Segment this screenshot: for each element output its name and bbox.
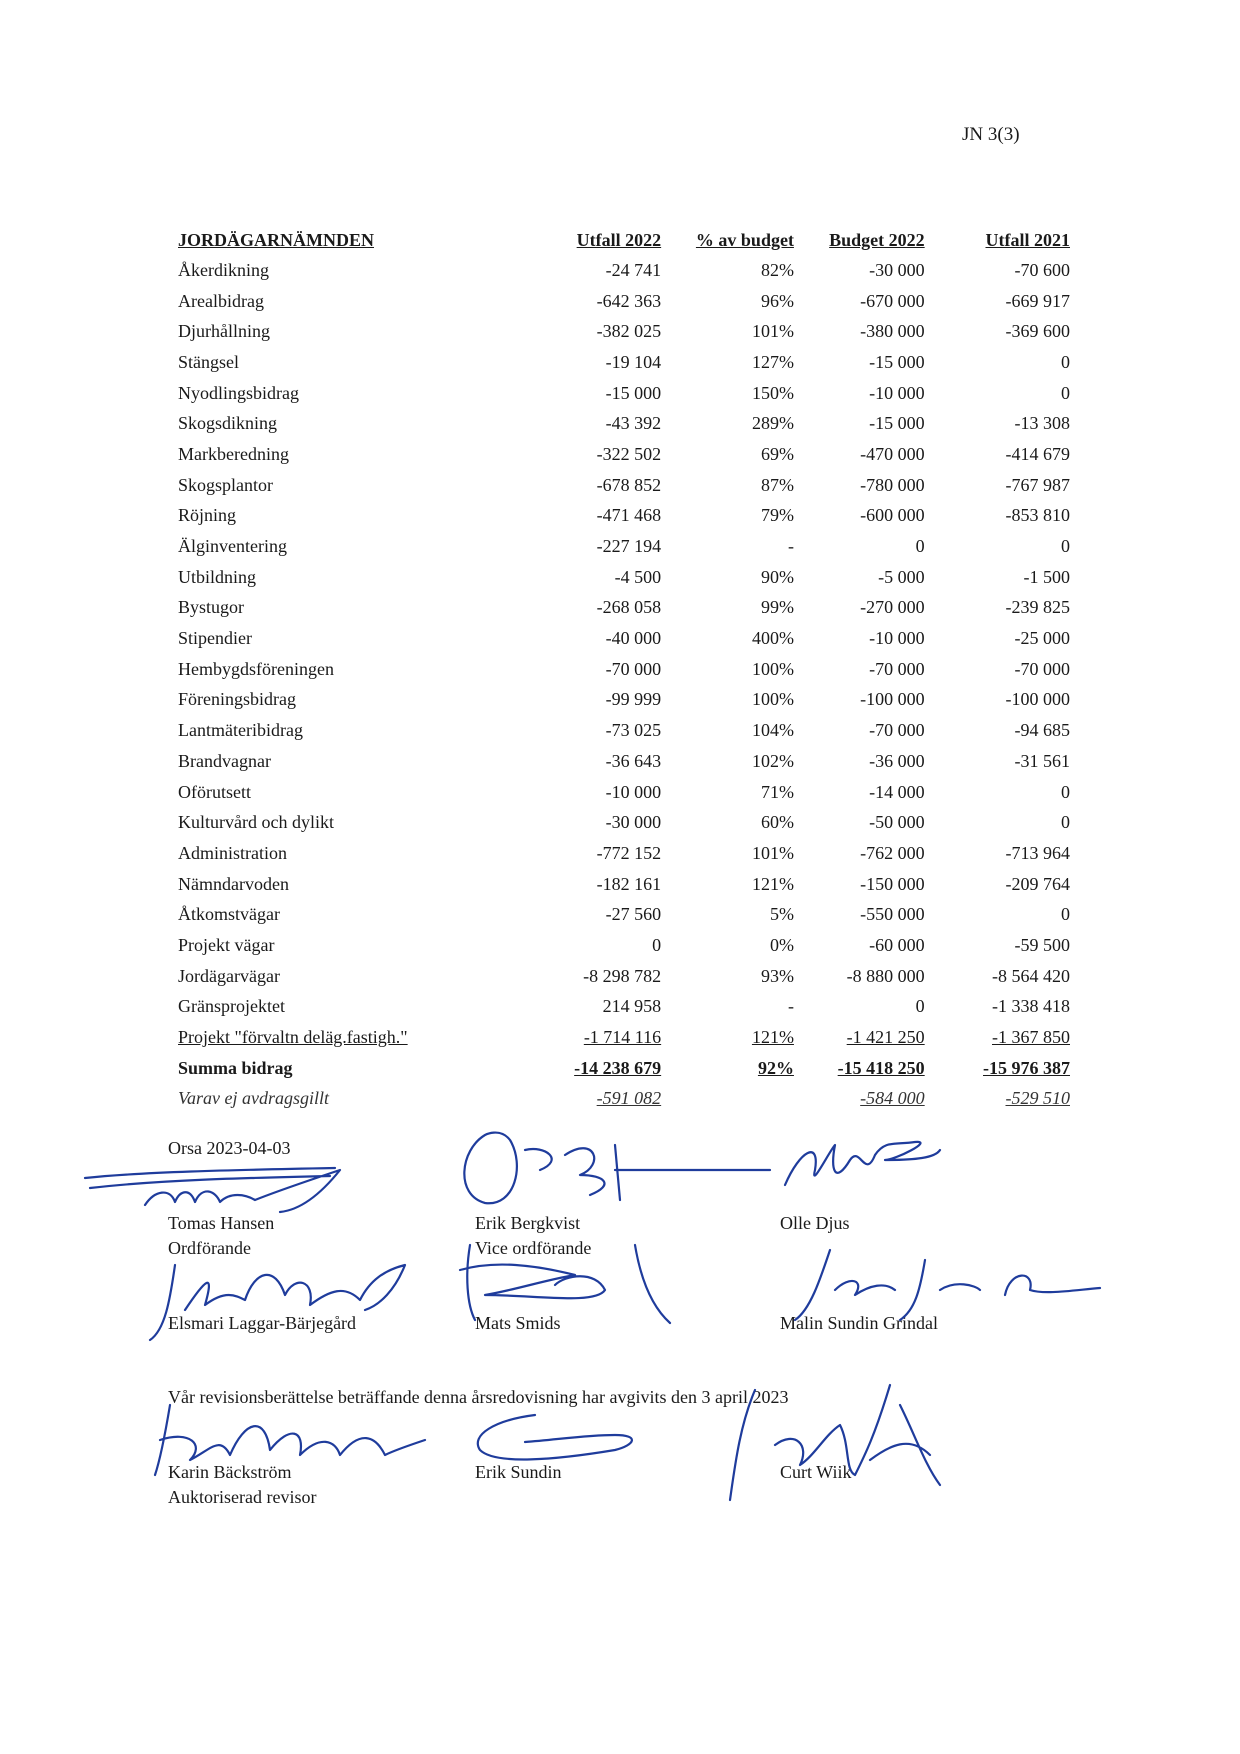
budget-table <box>170 225 1070 1114</box>
table-row <box>170 869 1070 900</box>
row-value: -471 468 <box>596 505 662 526</box>
row-value: -8 564 420 <box>992 965 1070 986</box>
row-value: 101% <box>751 321 794 342</box>
row-value: -8 298 782 <box>583 965 662 986</box>
row-label: Utbildning <box>178 566 257 587</box>
row-value: 87% <box>760 474 794 495</box>
row-value: 121% <box>751 873 794 894</box>
row-label: Röjning <box>178 505 237 526</box>
row-value: -670 000 <box>860 290 925 311</box>
signatory-name: Erik Bergkvist <box>475 1213 581 1233</box>
page-number: JN 3(3) <box>962 124 1020 145</box>
row-value: 121% <box>751 1027 794 1048</box>
row-label: Hembygdsföreningen <box>178 658 334 679</box>
row-value: 102% <box>751 750 794 771</box>
table-row <box>170 255 1070 286</box>
row-value: -15 000 <box>605 382 662 403</box>
row-label: Summa bidrag <box>178 1057 293 1078</box>
signature-sundin <box>465 1410 665 1470</box>
header-pct-budget: % av budget <box>695 229 794 250</box>
row-value: -19 104 <box>605 351 662 372</box>
row-value: -99 999 <box>605 689 662 710</box>
row-value: -25 000 <box>1014 628 1070 649</box>
row-value: 100% <box>751 689 794 710</box>
signatory-name: Malin Sundin Grindal <box>780 1313 938 1333</box>
row-value: 90% <box>760 566 794 587</box>
place-date: Orsa 2023-04-03 <box>168 1138 291 1158</box>
row-value: 0 <box>1061 351 1070 372</box>
row-label: Jordägarvägar <box>178 965 280 986</box>
row-value <box>661 1084 794 1115</box>
table-row <box>170 623 1070 654</box>
row-value: 0 <box>1061 781 1070 802</box>
signature-laggar <box>145 1250 415 1345</box>
row-value: -209 764 <box>1005 873 1070 894</box>
row-value: -529 510 <box>1005 1088 1070 1109</box>
row-value: -853 810 <box>1005 505 1070 526</box>
table-row <box>170 501 1070 532</box>
table-row <box>170 930 1070 961</box>
row-value: 79% <box>760 505 794 526</box>
row-value: -36 000 <box>869 750 925 771</box>
header-budget-2022: Budget 2022 <box>829 229 925 250</box>
row-label: Nyodlingsbidrag <box>178 382 299 403</box>
signature-backstrom <box>150 1395 430 1485</box>
row-value: -14 238 679 <box>574 1057 662 1078</box>
row-value: -4 500 <box>614 566 662 587</box>
table-row <box>170 347 1070 378</box>
row-value: -70 600 <box>1014 259 1070 280</box>
row-label: Oförutsett <box>178 781 251 802</box>
table-row <box>170 408 1070 439</box>
header-utfall-2021: Utfall 2021 <box>985 229 1070 250</box>
row-value: -1 367 850 <box>992 1027 1070 1048</box>
row-value: 82% <box>760 259 794 280</box>
row-value: 0 <box>1061 812 1070 833</box>
row-value: 101% <box>751 842 794 863</box>
row-label: Varav ej avdragsgillt <box>178 1088 329 1109</box>
row-label: Skogsplantor <box>178 474 274 495</box>
row-value: -70 000 <box>869 720 925 741</box>
row-value: -70 000 <box>1014 658 1070 679</box>
table-header-row <box>170 225 1070 255</box>
row-value: 100% <box>751 658 794 679</box>
signature-wiik <box>700 1375 980 1505</box>
table-row <box>170 777 1070 808</box>
row-value: -10 000 <box>605 781 662 802</box>
row-value: -15 976 387 <box>983 1057 1070 1078</box>
row-value: -550 000 <box>860 904 925 925</box>
row-label: Markberedning <box>178 443 289 464</box>
row-value: - <box>787 536 794 557</box>
row-value: -780 000 <box>860 474 925 495</box>
row-value: 104% <box>751 720 794 741</box>
row-value: 99% <box>760 597 794 618</box>
row-value: -60 000 <box>869 934 925 955</box>
row-value: -70 000 <box>605 658 662 679</box>
row-value: -15 000 <box>869 351 925 372</box>
table-row <box>170 807 1070 838</box>
row-value: -15 418 250 <box>837 1057 925 1078</box>
row-value: - <box>787 996 794 1017</box>
table-row <box>170 961 1070 992</box>
row-value: 69% <box>760 443 794 464</box>
table-row <box>170 899 1070 930</box>
row-value: -470 000 <box>860 443 925 464</box>
table-row <box>170 746 1070 777</box>
row-value: -678 852 <box>596 474 662 495</box>
table-row <box>170 316 1070 347</box>
row-value: -50 000 <box>869 812 925 833</box>
table-row <box>170 992 1070 1023</box>
row-value: -70 000 <box>869 658 925 679</box>
auditor-name: Erik Sundin <box>475 1462 562 1482</box>
table-row <box>170 1022 1070 1053</box>
row-label: Gränsprojektet <box>178 996 285 1017</box>
row-value: -767 987 <box>1005 474 1070 495</box>
row-value: -227 194 <box>596 536 662 557</box>
signatory-name: Elsmari Laggar-Bärjegård <box>168 1313 357 1333</box>
row-value: 60% <box>760 812 794 833</box>
row-value: 0 <box>1061 904 1070 925</box>
row-value: -270 000 <box>860 597 925 618</box>
header-committee: JORDÄGARNÄMNDEN <box>178 229 374 250</box>
row-value: 71% <box>760 781 794 802</box>
row-value: -59 500 <box>1014 934 1070 955</box>
row-value: 0 <box>652 934 662 955</box>
row-label: Stipendier <box>178 628 252 649</box>
row-value: -182 161 <box>596 873 662 894</box>
row-value: -600 000 <box>860 505 925 526</box>
table-row <box>170 654 1070 685</box>
signatory-name: Mats Smids <box>475 1313 561 1333</box>
row-label: Åkerdikning <box>178 259 269 280</box>
row-label: Bystugor <box>178 597 245 618</box>
row-label: Åtkomstvägar <box>178 904 280 925</box>
row-value: 127% <box>751 351 794 372</box>
signature-djus <box>775 1130 945 1195</box>
row-value: -10 000 <box>869 628 925 649</box>
auditor-role: Auktoriserad revisor <box>168 1487 317 1507</box>
row-label: Arealbidrag <box>178 290 264 311</box>
audit-statement: Vår revisionsberättelse beträffande denna årsredovisning har avgivits den 3 april 2023 <box>168 1387 789 1407</box>
row-value: 5% <box>769 904 794 925</box>
row-label: Brandvagnar <box>178 750 271 771</box>
row-value: -30 000 <box>605 812 662 833</box>
row-value: -73 025 <box>605 720 662 741</box>
row-value: -1 338 418 <box>992 996 1070 1017</box>
row-value: -10 000 <box>869 382 925 403</box>
row-value: -713 964 <box>1005 842 1070 863</box>
table-row <box>170 286 1070 317</box>
row-value: 289% <box>751 413 794 434</box>
signature-sundin-grindal <box>775 1240 1105 1325</box>
row-value: -27 560 <box>605 904 662 925</box>
signatory-name: Olle Djus <box>780 1213 850 1233</box>
row-label: Älginventering <box>178 536 287 557</box>
row-value: -40 000 <box>605 628 662 649</box>
row-value: -591 082 <box>596 1088 662 1109</box>
auditor-name: Curt Wiik <box>780 1462 852 1482</box>
row-label: Projekt "förvaltn deläg.fastigh." <box>178 1027 408 1048</box>
row-value: -15 000 <box>869 413 925 434</box>
table-row <box>170 593 1070 624</box>
row-label: Djurhållning <box>178 321 270 342</box>
row-value: -772 152 <box>596 842 662 863</box>
row-value: -30 000 <box>869 259 925 280</box>
row-value: -13 308 <box>1014 413 1070 434</box>
row-value: 92% <box>757 1057 794 1078</box>
row-value: -150 000 <box>860 873 925 894</box>
row-label: Lantmäteribidrag <box>178 720 303 741</box>
row-value: 0 <box>1061 382 1070 403</box>
row-value: -1 500 <box>1023 566 1070 587</box>
signature-smids <box>455 1235 680 1330</box>
sum-row <box>170 1053 1070 1084</box>
table-row <box>170 562 1070 593</box>
row-value: 96% <box>760 290 794 311</box>
row-value: -380 000 <box>860 321 925 342</box>
row-value: -322 502 <box>596 443 662 464</box>
row-label: Kulturvård och dylikt <box>178 812 334 833</box>
row-value: -94 685 <box>1014 720 1070 741</box>
table-row <box>170 715 1070 746</box>
auditor-name: Karin Bäckström <box>168 1462 292 1482</box>
row-label: Nämndarvoden <box>178 873 289 894</box>
row-value: 0% <box>769 934 794 955</box>
row-value: 0 <box>915 996 925 1017</box>
row-value: -584 000 <box>860 1088 925 1109</box>
row-value: -1 714 116 <box>583 1027 662 1048</box>
row-value: -762 000 <box>860 842 925 863</box>
varav-row <box>170 1084 1070 1115</box>
row-label: Skogsdikning <box>178 413 278 434</box>
row-value: 400% <box>751 628 794 649</box>
row-value: -43 392 <box>605 413 662 434</box>
row-value: 0 <box>1061 536 1070 557</box>
table-row <box>170 685 1070 716</box>
signatory-role: Ordförande <box>168 1238 251 1258</box>
signature-hansen <box>80 1150 350 1220</box>
signatory-role: Vice ordförande <box>475 1238 592 1258</box>
header-utfall-2022: Utfall 2022 <box>576 229 662 250</box>
row-value: -642 363 <box>596 290 662 311</box>
table-row <box>170 531 1070 562</box>
row-value: -239 825 <box>1005 597 1070 618</box>
row-value: 214 958 <box>602 996 662 1017</box>
row-value: -382 025 <box>596 321 662 342</box>
row-label: Stängsel <box>178 351 239 372</box>
row-value: -24 741 <box>605 259 662 280</box>
row-label: Projekt vägar <box>178 934 275 955</box>
row-value: -1 421 250 <box>846 1027 925 1048</box>
row-value: -14 000 <box>869 781 925 802</box>
row-value: -31 561 <box>1014 750 1070 771</box>
row-value: -5 000 <box>878 566 925 587</box>
signature-bergkvist <box>455 1125 775 1215</box>
signatory-name: Tomas Hansen <box>168 1213 275 1233</box>
row-value: -8 880 000 <box>846 965 925 986</box>
row-label: Föreningsbidrag <box>178 689 296 710</box>
row-value: -100 000 <box>1005 689 1070 710</box>
row-value: -36 643 <box>605 750 662 771</box>
table-row <box>170 439 1070 470</box>
row-value: 93% <box>760 965 794 986</box>
row-value: -669 917 <box>1005 290 1070 311</box>
row-value: 150% <box>751 382 794 403</box>
row-value: -100 000 <box>860 689 925 710</box>
table-row <box>170 838 1070 869</box>
row-value: -369 600 <box>1005 321 1070 342</box>
table-row <box>170 378 1070 409</box>
row-value: 0 <box>915 536 925 557</box>
row-value: -414 679 <box>1005 443 1070 464</box>
row-value: -268 058 <box>596 597 662 618</box>
table-row <box>170 470 1070 501</box>
row-label: Administration <box>178 842 287 863</box>
